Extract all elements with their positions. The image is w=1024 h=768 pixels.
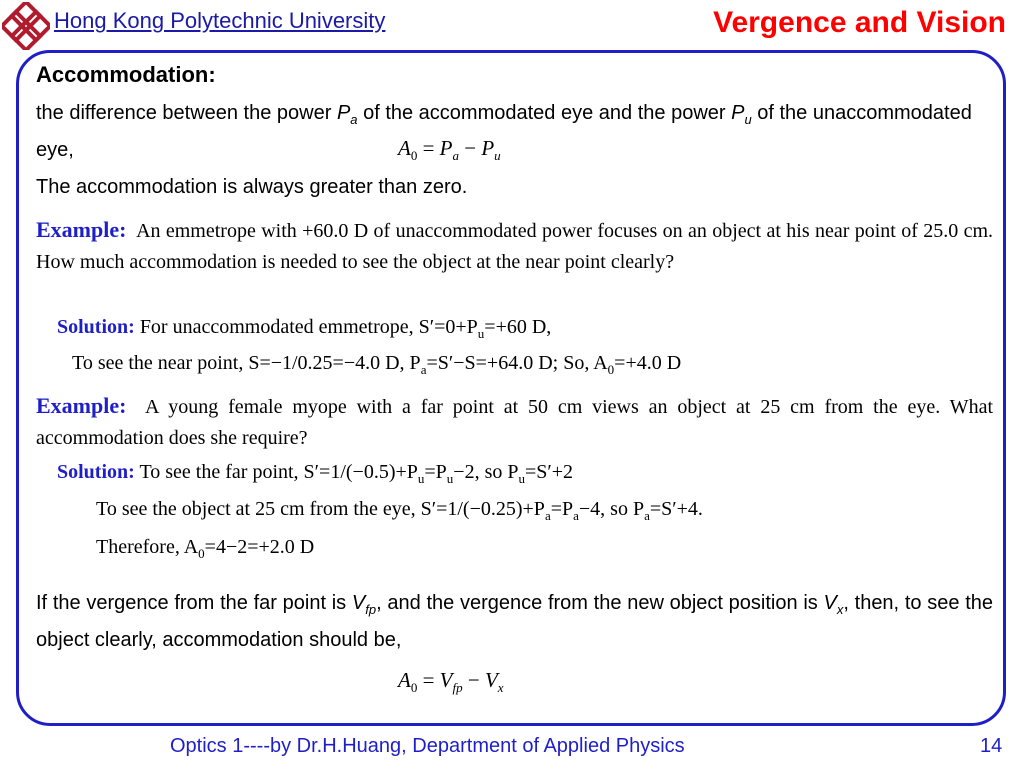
page-number: 14 xyxy=(980,735,1003,757)
closing-text: If the vergence from the far point is xyxy=(36,592,352,614)
example-text: An emmetrope with +60.0 D of unaccommodated power focuses on an object at his near point of 25.0 cm. How much accommodation is needed to see the object at the near point clearly? xyxy=(36,220,994,273)
equation-accommodation-power xyxy=(398,136,501,164)
statement: The accommodation is always greater than zero. xyxy=(36,176,468,198)
eq-term: A xyxy=(398,136,411,160)
solution-text: =S′−S=+64.0 D; So, A xyxy=(426,352,608,374)
symbol-Pu-sub: u xyxy=(744,112,752,127)
symbol-Pa-sub: a xyxy=(350,112,358,127)
eq-term: P xyxy=(481,136,495,160)
solution-sub: a xyxy=(544,508,551,523)
symbol-Vfp: V xyxy=(351,592,366,614)
solution-text: Therefore, A xyxy=(96,536,199,558)
eq-sub: 0 xyxy=(410,148,418,164)
example-2 xyxy=(36,390,993,454)
solution-2-line-1 xyxy=(57,461,573,487)
eq-sub: 0 xyxy=(410,680,418,696)
example-1 xyxy=(36,214,993,278)
solution-text: To see the object at 25 cm from the eye, S′=1/(−0.25)+P xyxy=(96,498,545,520)
solution-text: =S′+2 xyxy=(524,461,574,483)
closing-text: , and the vergence from the new object position is xyxy=(376,592,824,614)
solution-sub: u xyxy=(417,471,425,486)
eq-operator: − xyxy=(459,136,482,160)
solution-text: −2, so P xyxy=(453,461,519,483)
solution-text: =4−2=+2.0 D xyxy=(204,536,315,558)
solution-sub: a xyxy=(644,508,650,523)
polyu-logo-icon xyxy=(2,2,50,50)
solution-2-line-2 xyxy=(96,498,703,524)
symbol-Pu: P xyxy=(731,102,745,124)
eq-term: V xyxy=(484,668,498,692)
eq-sub: u xyxy=(494,148,501,164)
solution-text: =P xyxy=(550,498,574,520)
solution-sub: a xyxy=(420,362,427,377)
solution-text: −4, so P xyxy=(578,498,645,520)
definition-text: the difference between the power xyxy=(36,102,337,124)
symbol-Pa: P xyxy=(336,102,351,124)
solution-label: Solution: xyxy=(57,461,135,483)
solution-text: =P xyxy=(424,461,447,483)
solution-1-line-1 xyxy=(57,316,551,342)
definition-paragraph xyxy=(36,98,996,165)
solution-sub: u xyxy=(446,471,454,486)
example-text: A young female myope with a far point at 50 cm views an object at 25 cm from the eye. What accommodation does she require? xyxy=(36,396,993,449)
eq-sub: x xyxy=(497,680,504,696)
solution-label: Solution: xyxy=(57,316,135,338)
solution-sub: 0 xyxy=(607,362,615,377)
eq-term: V xyxy=(439,668,453,692)
example-label: Example: xyxy=(36,393,127,418)
definition-text: of the unaccommodated eye, xyxy=(36,102,972,161)
solution-2-line-3 xyxy=(96,536,314,562)
solution-text: To see the near point, S=−1/0.25=−4.0 D, P xyxy=(72,352,421,374)
solution-text: =S′+4. xyxy=(649,498,703,520)
eq-term: P xyxy=(439,136,453,160)
equation-accommodation-vergence xyxy=(398,668,504,696)
eq-operator: = xyxy=(417,668,440,692)
eq-operator: = xyxy=(417,136,440,160)
solution-1-line-2 xyxy=(72,352,681,378)
definition-text: of the accommodated eye and the power xyxy=(357,102,732,124)
symbol-Vfp-sub: fp xyxy=(365,602,377,617)
symbol-Vx-sub: x xyxy=(836,602,844,617)
solution-sub: a xyxy=(573,508,579,523)
solution-sub: 0 xyxy=(198,546,205,561)
footer-credit: Optics 1----by Dr.H.Huang, Department of Applied Physics xyxy=(170,735,685,757)
solution-text: =+4.0 D xyxy=(614,352,682,374)
closing-text: , then, to see the object clearly, accommodation should be, xyxy=(36,592,993,651)
solution-text: For unaccommodated emmetrope, S′=0+P xyxy=(139,316,478,338)
eq-sub: fp xyxy=(452,680,463,696)
section-heading: Accommodation: xyxy=(36,62,216,87)
solution-text: =+60 D, xyxy=(484,316,552,338)
symbol-Vx: V xyxy=(823,592,837,614)
university-name[interactable]: Hong Kong Polytechnic University xyxy=(54,8,386,33)
solution-sub: u xyxy=(477,326,485,341)
closing-paragraph xyxy=(36,588,993,656)
solution-text: To see the far point, S′=1/(−0.5)+P xyxy=(139,461,418,483)
solution-sub: u xyxy=(518,471,525,486)
eq-sub: a xyxy=(452,148,459,164)
slide-title: Vergence and Vision xyxy=(713,6,1006,39)
eq-term: A xyxy=(398,668,411,692)
eq-operator: − xyxy=(462,668,485,692)
example-label: Example: xyxy=(36,217,127,242)
